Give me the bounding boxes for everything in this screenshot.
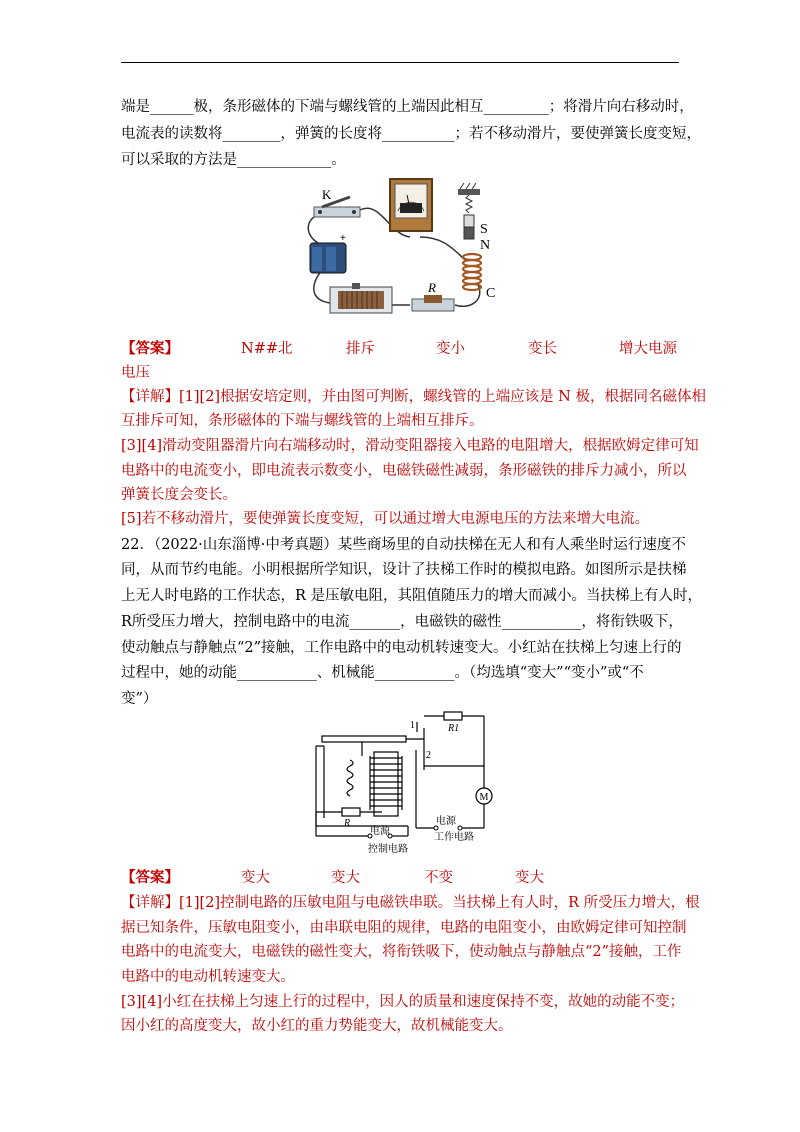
q22-line-2: 同，从而节约电能。小明根据所学知识，设计了扶梯工作时的模拟电路。如图所示是扶梯 [121,562,687,578]
label-power-control: 电源 [370,826,390,837]
header-rule [121,62,679,63]
figure-1-circuit [300,175,510,335]
q22-detail-1: 【详解】[1][2]控制电路的压敏电阻与电磁铁串联。当扶梯上有人时，R 所受压力增大，根 [121,895,700,911]
q21-answer-row [121,339,681,359]
label-control-circuit: 控制电路 [368,844,408,855]
motor-m: M [479,792,489,803]
q21-answer-5: 增大电源 [619,341,677,357]
svg-text:+: + [340,233,346,244]
q22-line-7: 变”） [121,691,158,707]
q22-answer-tag: 【答案】 [121,869,179,886]
q21-answer-2: 排斥 [346,341,375,357]
q21-line-2: 电流表的读数将________，弹簧的长度将__________；若不移动滑片，要使弹簧长度变短， [121,126,701,142]
q22-detail-2: 据已知条件，压敏电阻变小，由串联电阻的规律，电路的电阻变小，由欧姆定律可知控制 [121,920,687,936]
q21-detail-4: 电路中的电流变小，即电流表示数变小，电磁铁磁性减弱，条形磁铁的排斥力减小，所以 [121,463,687,479]
figure-2-escalator-circuit [312,708,498,858]
solenoid [463,254,481,290]
label-work-circuit: 工作电路 [434,832,474,843]
q22-detail-4: 电路中的电动机转速变大。 [121,969,295,985]
ammeter [390,179,432,231]
q22-line-5: 使动触点与静触点“2”接触，工作电路中的电动机转速变大。小红站在扶梯上匀速上行的 [121,640,682,656]
q22-detail-3: 电路中的电流变大，电磁铁的磁性变大，将衔铁吸下，使动触点与静触点“2”接触，工作 [121,944,682,960]
switch-k [314,197,360,217]
battery [310,233,346,273]
q21-detail-6: [5]若不移动滑片，要使弹簧长度变短，可以通过增大电源电压的方法来增大电流。 [121,511,650,527]
resistor-r [412,295,454,311]
label-contact-1: 1 [410,720,415,731]
rheostat [330,283,392,313]
q21-line-1: 端是______极，条形磁体的下端与螺线管的上端因此相互_________；将滑片向右移动时， [121,99,694,115]
label-n: N [480,238,491,253]
label-r1: R1 [448,723,460,734]
q21-detail-5: 弹簧长度会变长。 [121,487,237,503]
q22-answer-1: 变大 [241,870,270,886]
q22-line-3: 上无人时电路的工作状态，R 是压敏电阻，其阻值随压力的增大而减小。当扶梯上有人时， [121,588,703,604]
q21-detail-2: 互排斥可知，条形磁体的下端与螺线管的上端相互排斥。 [121,413,484,429]
label-contact-2: 2 [426,750,431,761]
q22-detail-6: 因小红的高度变大，故小红的重力势能变大，故机械能变大。 [121,1018,513,1034]
q22-line-6: 过程中，她的动能___________、机械能___________。（均选填“变大”“变小”或“不 [121,665,644,681]
q22-line-4: R所受压力增大，控制电路中的电流_______，电磁铁的磁性___________，将衔铁吸下， [121,614,683,630]
q22-answer-row [121,868,681,888]
q21-detail-1: 【详解】[1][2]根据安培定则，并由图可判断，螺线管的上端应该是 N 极，根据同名磁体相 [121,389,706,405]
label-r-fig1: R [428,280,436,295]
label-k: K [322,187,332,202]
label-power-work: 电源 [436,816,456,827]
label-s: S [480,222,488,237]
q22-answer-3: 不变 [424,870,453,886]
label-c: C [486,286,496,301]
q21-line-3: 可以采取的方法是_____________。 [121,152,346,168]
q22-answer-4: 变大 [515,870,544,886]
q21-answer-continuation: 电压 [121,365,150,381]
q21-detail-3: [3][4]滑动变阻器滑片向右端移动时，滑动变阻器接入电路的电阻增大，根据欧姆定律可知 [121,438,699,454]
q21-answer-3: 变小 [436,341,465,357]
q21-answer-4: 变长 [528,341,557,357]
label-r-fig2: R [344,818,351,829]
q22-detail-5: [3][4]小红在扶梯上匀速上行的过程中，因人的质量和速度保持不变，故她的动能不变； [121,994,685,1010]
q22-answer-2: 变大 [331,870,360,886]
q22-line-1: 22．（2022·山东淄博·中考真题）某些商场里的自动扶梯在无人和有人乘坐时运行速度不 [121,537,686,553]
spring-magnet [458,183,480,239]
q21-answer-1: N##北 [241,341,293,357]
q21-answer-tag: 【答案】 [121,340,179,357]
